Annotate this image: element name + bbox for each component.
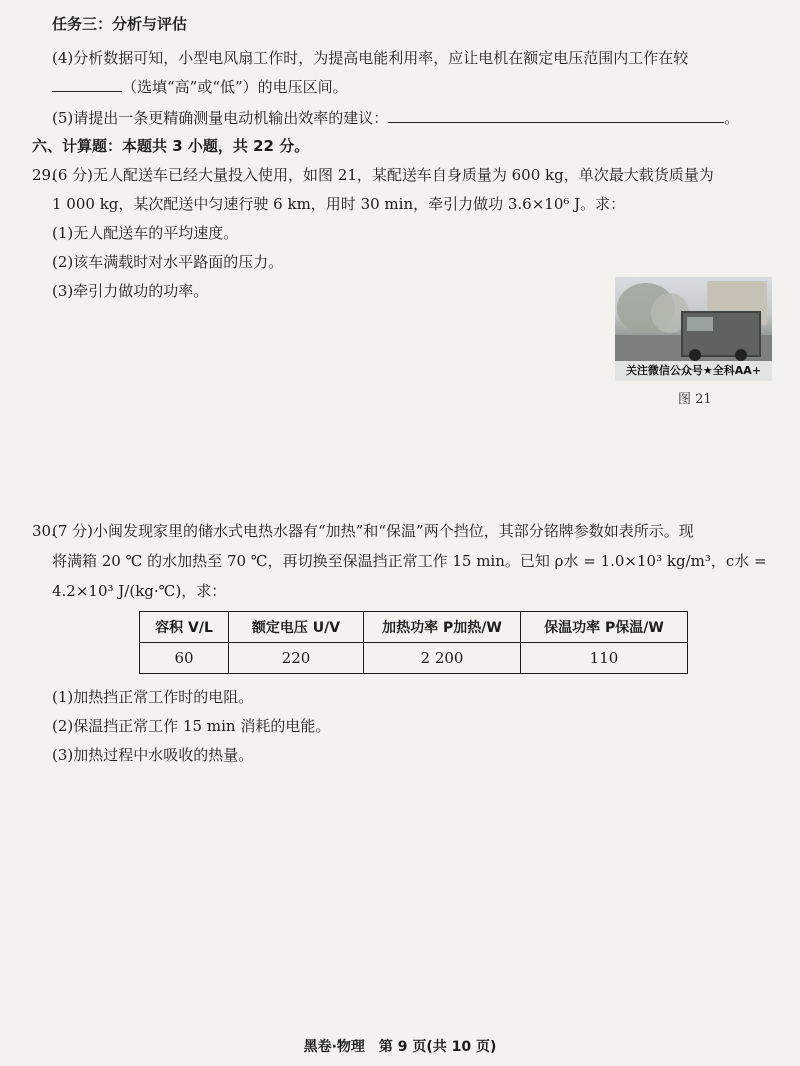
q30-sub1: (1)加热挡正常工作时的电阻。 xyxy=(52,688,254,706)
table-header-cell: 容积 V/L xyxy=(140,612,229,643)
q30-line2: 将满箱 20 ℃ 的水加热至 70 ℃，再切换至保温挡正常工作 15 min。已知 ρ水 = 1.0×10³ kg/m³，c水 = xyxy=(52,552,767,570)
q29-line1: (6 分)无人配送车已经大量投入使用，如图 21，某配送车自身质量为 600 kg，单次最大载货质量为 xyxy=(52,166,714,184)
q30-number: 30. xyxy=(32,522,56,540)
table-header-cell: 加热功率 P加热/W xyxy=(364,612,521,643)
q4-text-tail: （选填“高”或“低”）的电压区间。 xyxy=(122,78,348,96)
table-cell: 220 xyxy=(229,643,364,674)
delivery-vehicle-photo xyxy=(615,277,772,381)
q30-line1: (7 分)小闽发现家里的储水式电热水器有“加热”和“保温”两个挡位，其部分铭牌参数如表所示。现 xyxy=(52,522,694,540)
table-cell: 110 xyxy=(521,643,688,674)
table-cell: 60 xyxy=(140,643,229,674)
table-header-row xyxy=(140,612,688,643)
q29-sub2: (2)该车满载时对水平路面的压力。 xyxy=(52,253,284,271)
q29-sub1: (1)无人配送车的平均速度。 xyxy=(52,224,239,242)
table-header-cell: 保温功率 P保温/W xyxy=(521,612,688,643)
task3-heading: 任务三：分析与评估 xyxy=(52,15,188,33)
q30-sub3: (3)加热过程中水吸收的热量。 xyxy=(52,746,254,764)
q5-end-mark: 。 xyxy=(724,109,740,127)
nameplate-table xyxy=(139,611,688,674)
q29-sub3: (3)牵引力做功的功率。 xyxy=(52,282,209,300)
q4-text-line1: (4)分析数据可知，小型电风扇工作时，为提高电能利用率，应让电机在额定电压范围内工作在较 xyxy=(52,49,689,67)
q5-prompt: (5)请提出一条更精确测量电动机输出效率的建议： xyxy=(52,109,389,127)
q30-sub2: (2)保温挡正常工作 15 min 消耗的电能。 xyxy=(52,717,331,735)
section6-heading: 六、计算题：本题共 3 小题，共 22 分。 xyxy=(32,137,310,155)
photo-watermark: 关注微信公众号★全科AA+ xyxy=(615,361,772,381)
q5-answer-blank xyxy=(388,108,724,123)
q29-number: 29. xyxy=(32,166,56,184)
q4-text-line2 xyxy=(52,77,348,97)
q5-text xyxy=(52,108,739,128)
table-cell: 2 200 xyxy=(364,643,521,674)
table-row xyxy=(140,643,688,674)
figure-21-caption: 图 21 xyxy=(678,392,712,407)
table-header-cell: 额定电压 U/V xyxy=(229,612,364,643)
q4-answer-blank xyxy=(52,77,122,92)
q29-line2: 1 000 kg，某次配送中匀速行驶 6 km，用时 30 min，牵引力做功 3.6×10⁶ J。求： xyxy=(52,195,626,213)
page-footer: 黑卷·物理 第 9 页(共 10 页) xyxy=(303,1039,497,1055)
q30-line3: 4.2×10³ J/(kg·℃)，求： xyxy=(52,582,227,600)
